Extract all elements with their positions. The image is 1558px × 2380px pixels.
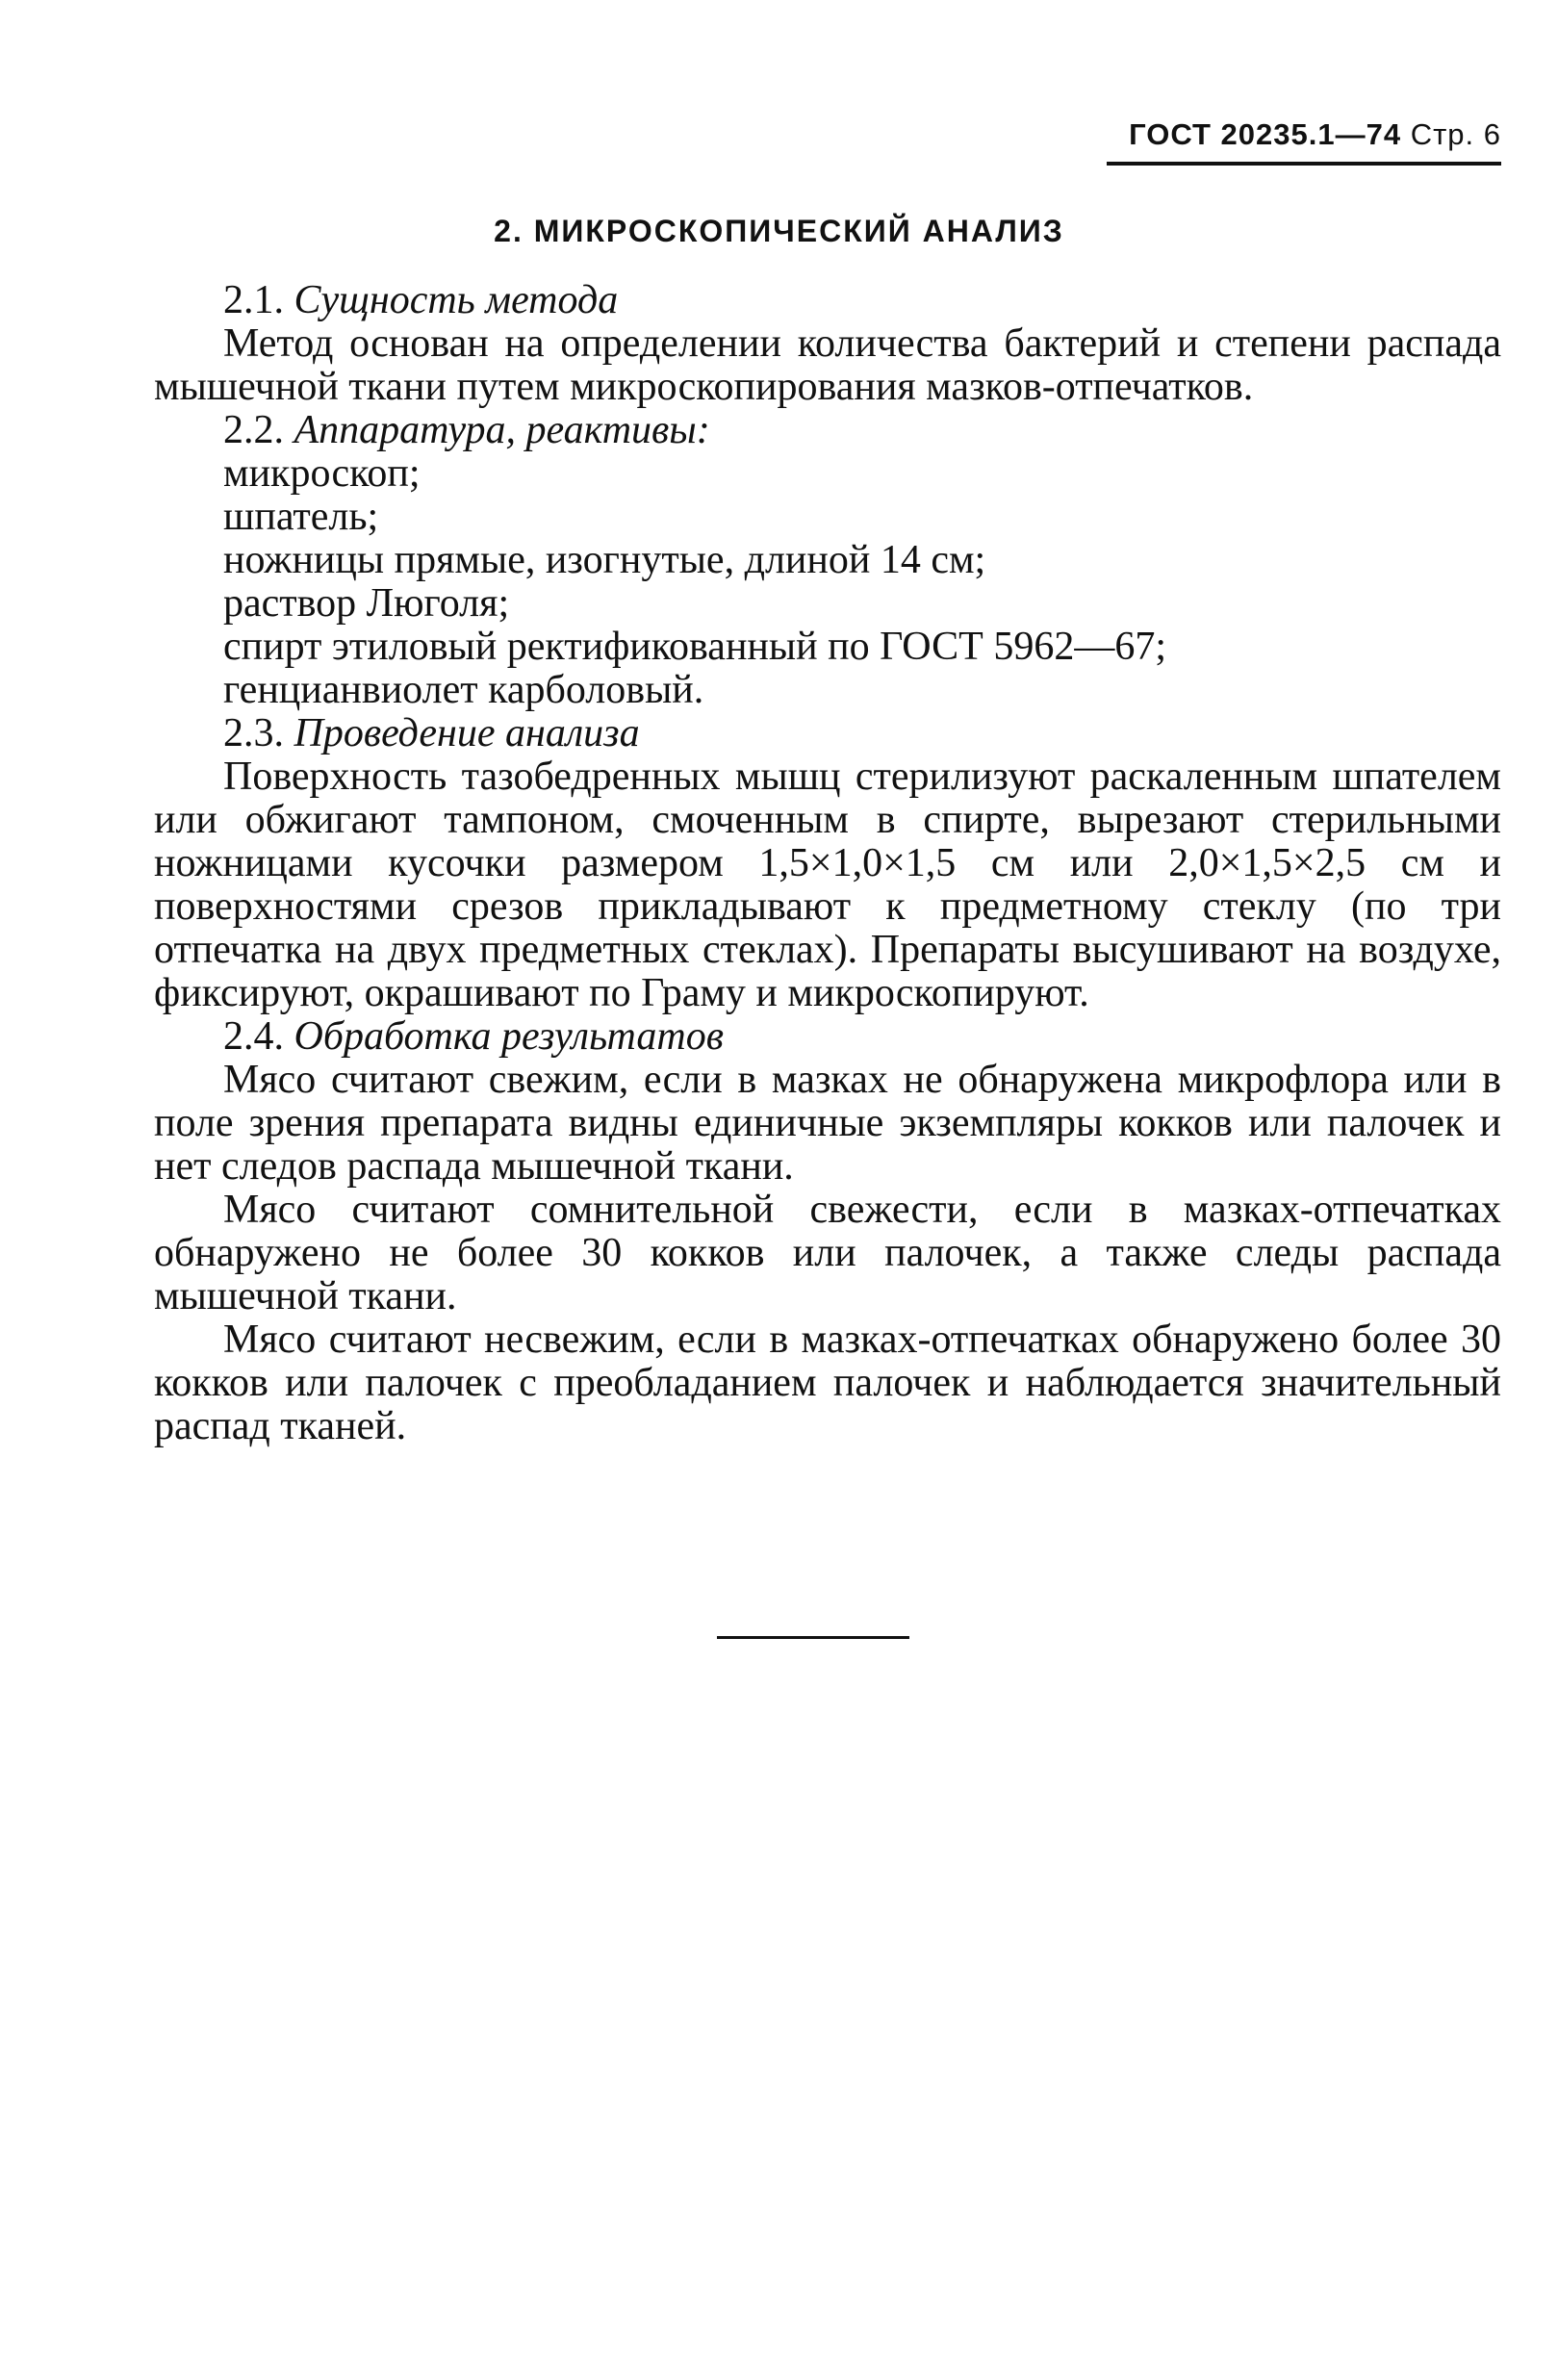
list-item: шпатель; (223, 495, 379, 539)
subsection-number: 2.3. (223, 711, 284, 755)
subsection-number: 2.2. (223, 408, 284, 452)
paragraph-2-4-doubtful: Мясо считают сомнительной свежести, если в мазках-отпечатках обнаружено не более 30 кокков или палочек, а также следы распада мышечной ткани. (154, 1188, 1501, 1318)
list-item: микроскоп; (223, 451, 421, 496)
subsection-title: Проведение анализа (294, 711, 640, 755)
paragraph-2-4-stale: Мясо считают несвежим, если в мазках-отпечатках обнаружено более 30 кокков или палочек с преобладанием палочек и наблюдается значительный распад тканей. (154, 1318, 1501, 1448)
paragraph-2-3: Поверхность тазобедренных мышц стерилизуют раскаленным шпателем или обжигают тампоном, смоченным в спирте, вырезают стерильными ножницами кусочки размером 1,5×1,0×1,5 см или 2,0×1,5×2,5 см и поверхностями срезов прикладывают к предметному стеклу (по три отпечатка на двух предметных стеклах). Препараты высушивают на воздухе, фиксируют, окрашивают по Граму и микроскопируют. (154, 755, 1501, 1015)
list-item: спирт этиловый ректификованный по ГОСТ 5962—67; (223, 625, 1166, 669)
list-item: раствор Люголя; (223, 581, 510, 626)
list-item: генцианвиолет карболовый. (223, 668, 704, 712)
subsection-heading-2-4 (154, 1015, 1501, 1059)
subsection-heading-2-2 (154, 409, 1501, 452)
section-title: 2. МИКРОСКОПИЧЕСКИЙ АНАЛИЗ (494, 214, 1064, 248)
header-rule (1107, 162, 1501, 166)
paragraph-2-1: Метод основан на определении количества бактерий и степени распада мышечной ткани путем микроскопирования мазков-отпечатков. (154, 321, 1501, 409)
subsection-title: Аппаратура, реактивы: (294, 408, 710, 452)
page-number: Стр. 6 (1410, 117, 1501, 151)
page-header (1107, 117, 1501, 152)
list-item: ножницы прямые, изогнутые, длиной 14 см; (223, 538, 986, 582)
document-body (154, 279, 1501, 1448)
paragraph-2-4-fresh: Мясо считают свежим, если в мазках не обнаружена микрофлора или в поле зрения препарата видны единичные экземпляры кокков или палочек и нет следов распада мышечной ткани. (154, 1058, 1501, 1189)
subsection-number: 2.1. (223, 278, 284, 322)
end-rule (717, 1636, 909, 1639)
subsection-heading-2-1 (154, 279, 1501, 322)
subsection-number: 2.4. (223, 1014, 284, 1059)
subsection-title: Сущность метода (294, 278, 619, 322)
subsection-title: Обработка результатов (294, 1014, 724, 1059)
standard-number: ГОСТ 20235.1—74 (1129, 117, 1402, 151)
subsection-heading-2-3 (154, 712, 1501, 755)
